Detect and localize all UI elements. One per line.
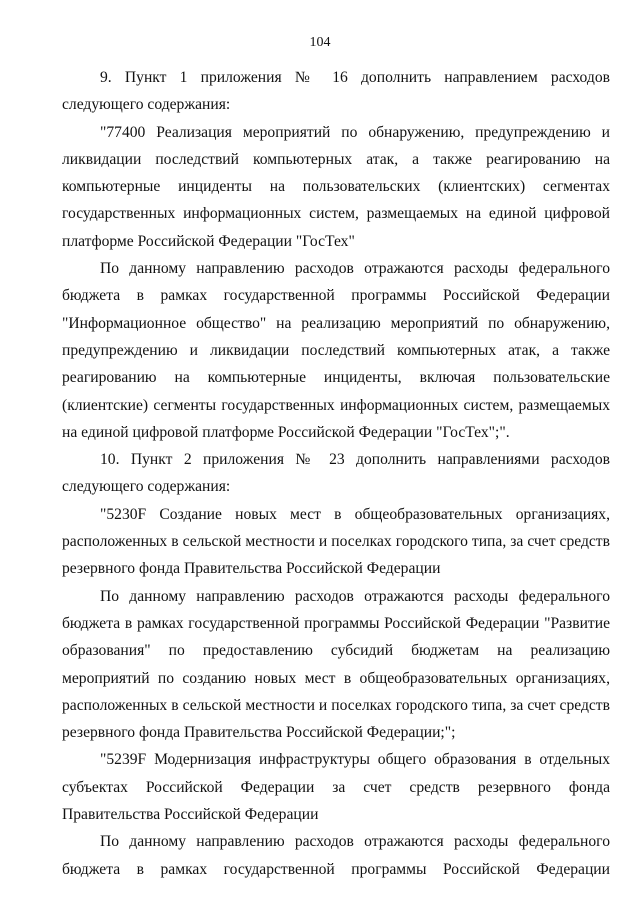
paragraph-description-5239f: По данному направлению расходов отражаются расходы федерального бюджета в рамках государственной программы Российской Федерации	[62, 833, 610, 878]
paragraph-code-77400: "77400 Реализация мероприятий по обнаружению, предупреждению и ликвидации последствий компьютерных атак, а также реагированию на компьютерные инциденты на пользовательских (клиентских) сегментах государственных информационных систем, размещаемых на единой цифровой платформе Российской Федерации "ГосТех"	[62, 123, 610, 250]
paragraph-description-77400: По данному направлению расходов отражаются расходы федерального бюджета в рамках государственной программы Российской Федерации "Информационное общество" на реализацию мероприятий по обнаружению, предупреждению и ликвидации последствий компьютерных атак, а также реагированию на компьютерные инциденты, включая пользовательские (клиентские) сегменты государственных информационных систем, размещаемых на единой цифровой платформе Российской Федерации "ГосТех";".	[62, 260, 610, 441]
page-number: 104	[309, 35, 331, 50]
paragraph-item-10: 10. Пункт 2 приложения № 23 дополнить направлениями расходов следующего содержания:	[62, 451, 610, 496]
paragraph-code-5239f: "5239F Модернизация инфраструктуры общего образования в отдельных субъектах Российской Федерации за счет средств резервного фонда Правительства Российской Федерации	[62, 751, 610, 824]
paragraph-code-5230f: "5230F Создание новых мест в общеобразовательных организациях, расположенных в сельской местности и поселках городского типа, за счет средств резервного фонда Правительства Российской Федерации	[62, 505, 610, 578]
document-body	[62, 64, 610, 883]
paragraph-item-9: 9. Пункт 1 приложения № 16 дополнить направлением расходов следующего содержания:	[62, 69, 610, 114]
paragraph-description-5230f: По данному направлению расходов отражаются расходы федерального бюджета в рамках государственной программы Российской Федерации "Развитие образования" по предоставлению субсидий бюджетам на реализацию мероприятий по созданию новых мест в общеобразовательных организациях, расположенных в сельской местности и поселках городского типа, за счет средств резервного фонда Правительства Российской Федерации;";	[62, 587, 610, 742]
